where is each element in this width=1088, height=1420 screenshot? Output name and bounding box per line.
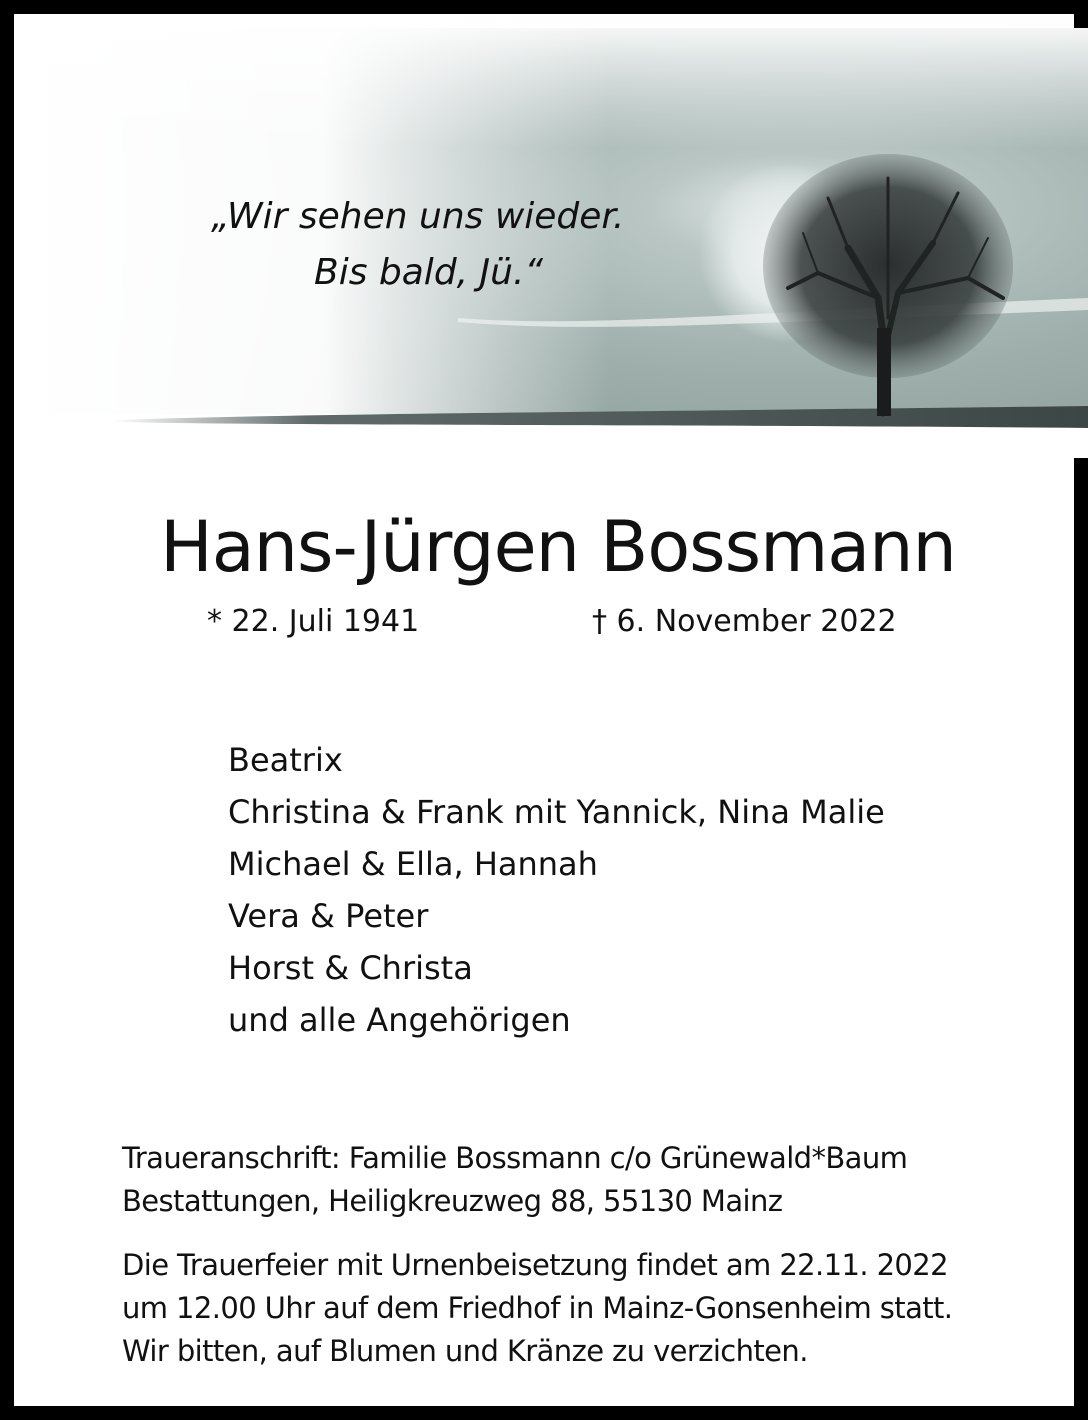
mourners-list — [228, 734, 885, 1046]
mourner-line: und alle Angehörigen — [228, 1001, 571, 1039]
ceremony-line-2: um 12.00 Uhr auf dem Friedhof in Mainz-Gonsenheim statt. — [122, 1291, 953, 1325]
deceased-name: Hans-Jürgen Bossmann — [160, 506, 956, 588]
ceremony-line-1: Die Trauerfeier mit Urnenbeisetzung findet am 22.11. 2022 — [122, 1248, 948, 1282]
quote-line-1: „Wir sehen uns wieder. — [211, 196, 625, 237]
mourning-address — [122, 1137, 907, 1223]
address-line-2: Bestattungen, Heiligkreuzweg 88, 55130 Mainz — [122, 1184, 783, 1218]
address-line-1: Traueranschrift: Familie Bossmann c/o Grünewald*Baum — [122, 1141, 908, 1175]
mourner-line: Beatrix — [228, 741, 343, 779]
ceremony-notice — [122, 1244, 952, 1373]
death-date: † 6. November 2022 — [592, 604, 897, 639]
tree-landscape-image — [28, 28, 1088, 458]
quote-line-2: Bis bald, Jü.“ — [314, 252, 544, 293]
birth-date: * 22. Juli 1941 — [207, 604, 420, 639]
ceremony-line-3: Wir bitten, auf Blumen und Kränze zu verzichten. — [122, 1334, 808, 1368]
mourner-line: Vera & Peter — [228, 897, 429, 935]
mourner-line: Michael & Ella, Hannah — [228, 845, 598, 883]
mourner-line: Horst & Christa — [228, 949, 473, 987]
mourner-line: Christina & Frank mit Yannick, Nina Malie — [228, 793, 885, 831]
header-image — [28, 28, 1088, 458]
